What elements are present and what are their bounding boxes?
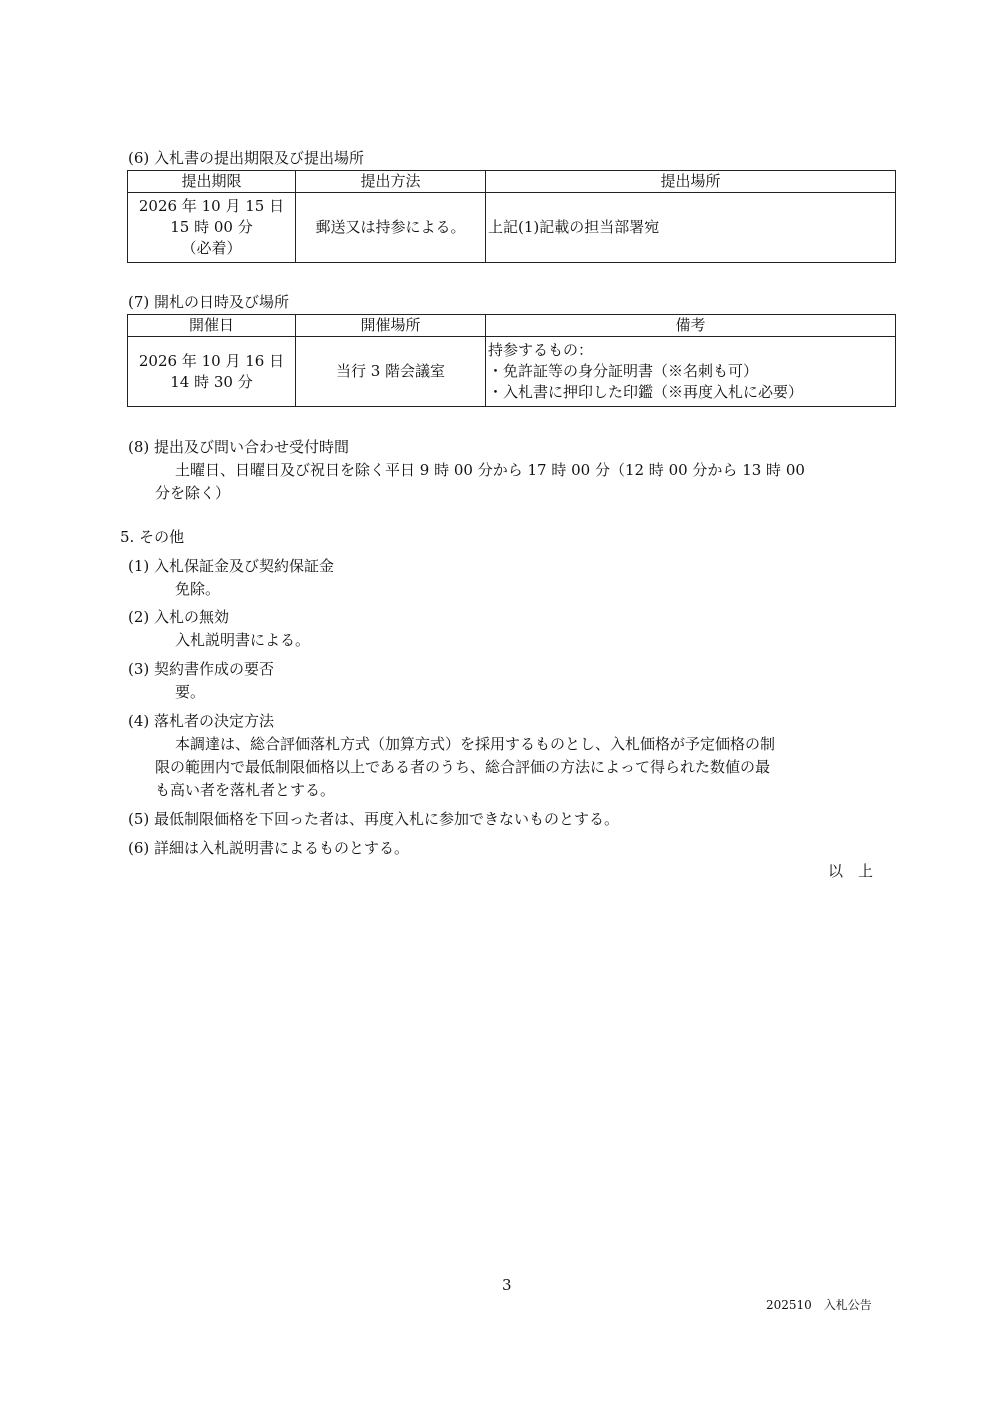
opening-table (127, 314, 896, 407)
venue-cell: 当行 3 階会議室 (296, 337, 486, 407)
section-8-line: 土曜日、日曜日及び祝日を除く平日 9 時 00 分から 17 時 00 分（12 時 00 分から 13 時 00 (175, 461, 805, 479)
other-heading: 5. その他 (120, 528, 185, 546)
other-item-body-line: 本調達は、総合評価落札方式（加算方式）を採用するものとし、入札価格が予定価格の制 (175, 735, 776, 753)
other-item-heading: (2) 入札の無効 (128, 608, 230, 626)
deadline-note: （必着） (181, 239, 242, 257)
notes-line: ・入札書に押印した印鑑（※再度入札に必要） (488, 383, 804, 401)
document-code: 202510 入札公告 (766, 1298, 872, 1312)
opening-date-cell (128, 337, 296, 407)
header-date: 開催日 (128, 315, 296, 337)
section-8-line: 分を除く） (155, 484, 231, 502)
place-cell: 上記(1)記載の担当部署宛 (486, 193, 896, 263)
method-cell: 郵送又は持参による。 (296, 193, 486, 263)
other-item-body-line: も高い者を落札者とする。 (155, 781, 336, 799)
deadline-cell (128, 193, 296, 263)
section-8-heading: (8) 提出及び問い合わせ受付時間 (128, 438, 350, 456)
deadline-date: 2026 年 10 月 15 日 (138, 197, 285, 215)
other-item-body: 免除。 (175, 580, 221, 598)
header-deadline: 提出期限 (128, 171, 296, 193)
other-item-heading: (3) 契約書作成の要否 (128, 660, 275, 678)
header-venue: 開催場所 (296, 315, 486, 337)
other-item-heading: (5) 最低制限価格を下回った者は、再度入札に参加できないものとする。 (128, 810, 620, 828)
section-7-heading: (7) 開札の日時及び場所 (128, 293, 290, 311)
deadline-time: 15 時 00 分 (170, 218, 253, 236)
opening-time: 14 時 30 分 (170, 372, 253, 391)
other-item-body: 入札説明書による。 (175, 631, 311, 649)
submission-table (127, 170, 896, 263)
closing-text: 以 上 (828, 862, 874, 880)
other-item-heading: (6) 詳細は入札説明書によるものとする。 (128, 839, 410, 857)
opening-date: 2026 年 10 月 16 日 (138, 351, 285, 370)
header-notes: 備考 (486, 315, 896, 337)
other-item-heading: (1) 入札保証金及び契約保証金 (128, 557, 335, 575)
header-method: 提出方法 (296, 171, 486, 193)
other-item-heading: (4) 落札者の決定方法 (128, 712, 275, 730)
section-6-heading: (6) 入札書の提出期限及び提出場所 (128, 149, 365, 167)
other-item-body-line: 限の範囲内で最低制限価格以上である者のうち、総合評価の方法によって得られた数値の最 (155, 758, 771, 776)
page-number: 3 (502, 1276, 512, 1294)
notes-line: 持参するもの： (488, 341, 594, 359)
header-place: 提出場所 (486, 171, 896, 193)
notes-cell (486, 337, 896, 407)
other-item-body: 要。 (175, 683, 206, 701)
notes-line: ・免許証等の身分証明書（※名刺も可） (488, 362, 759, 380)
